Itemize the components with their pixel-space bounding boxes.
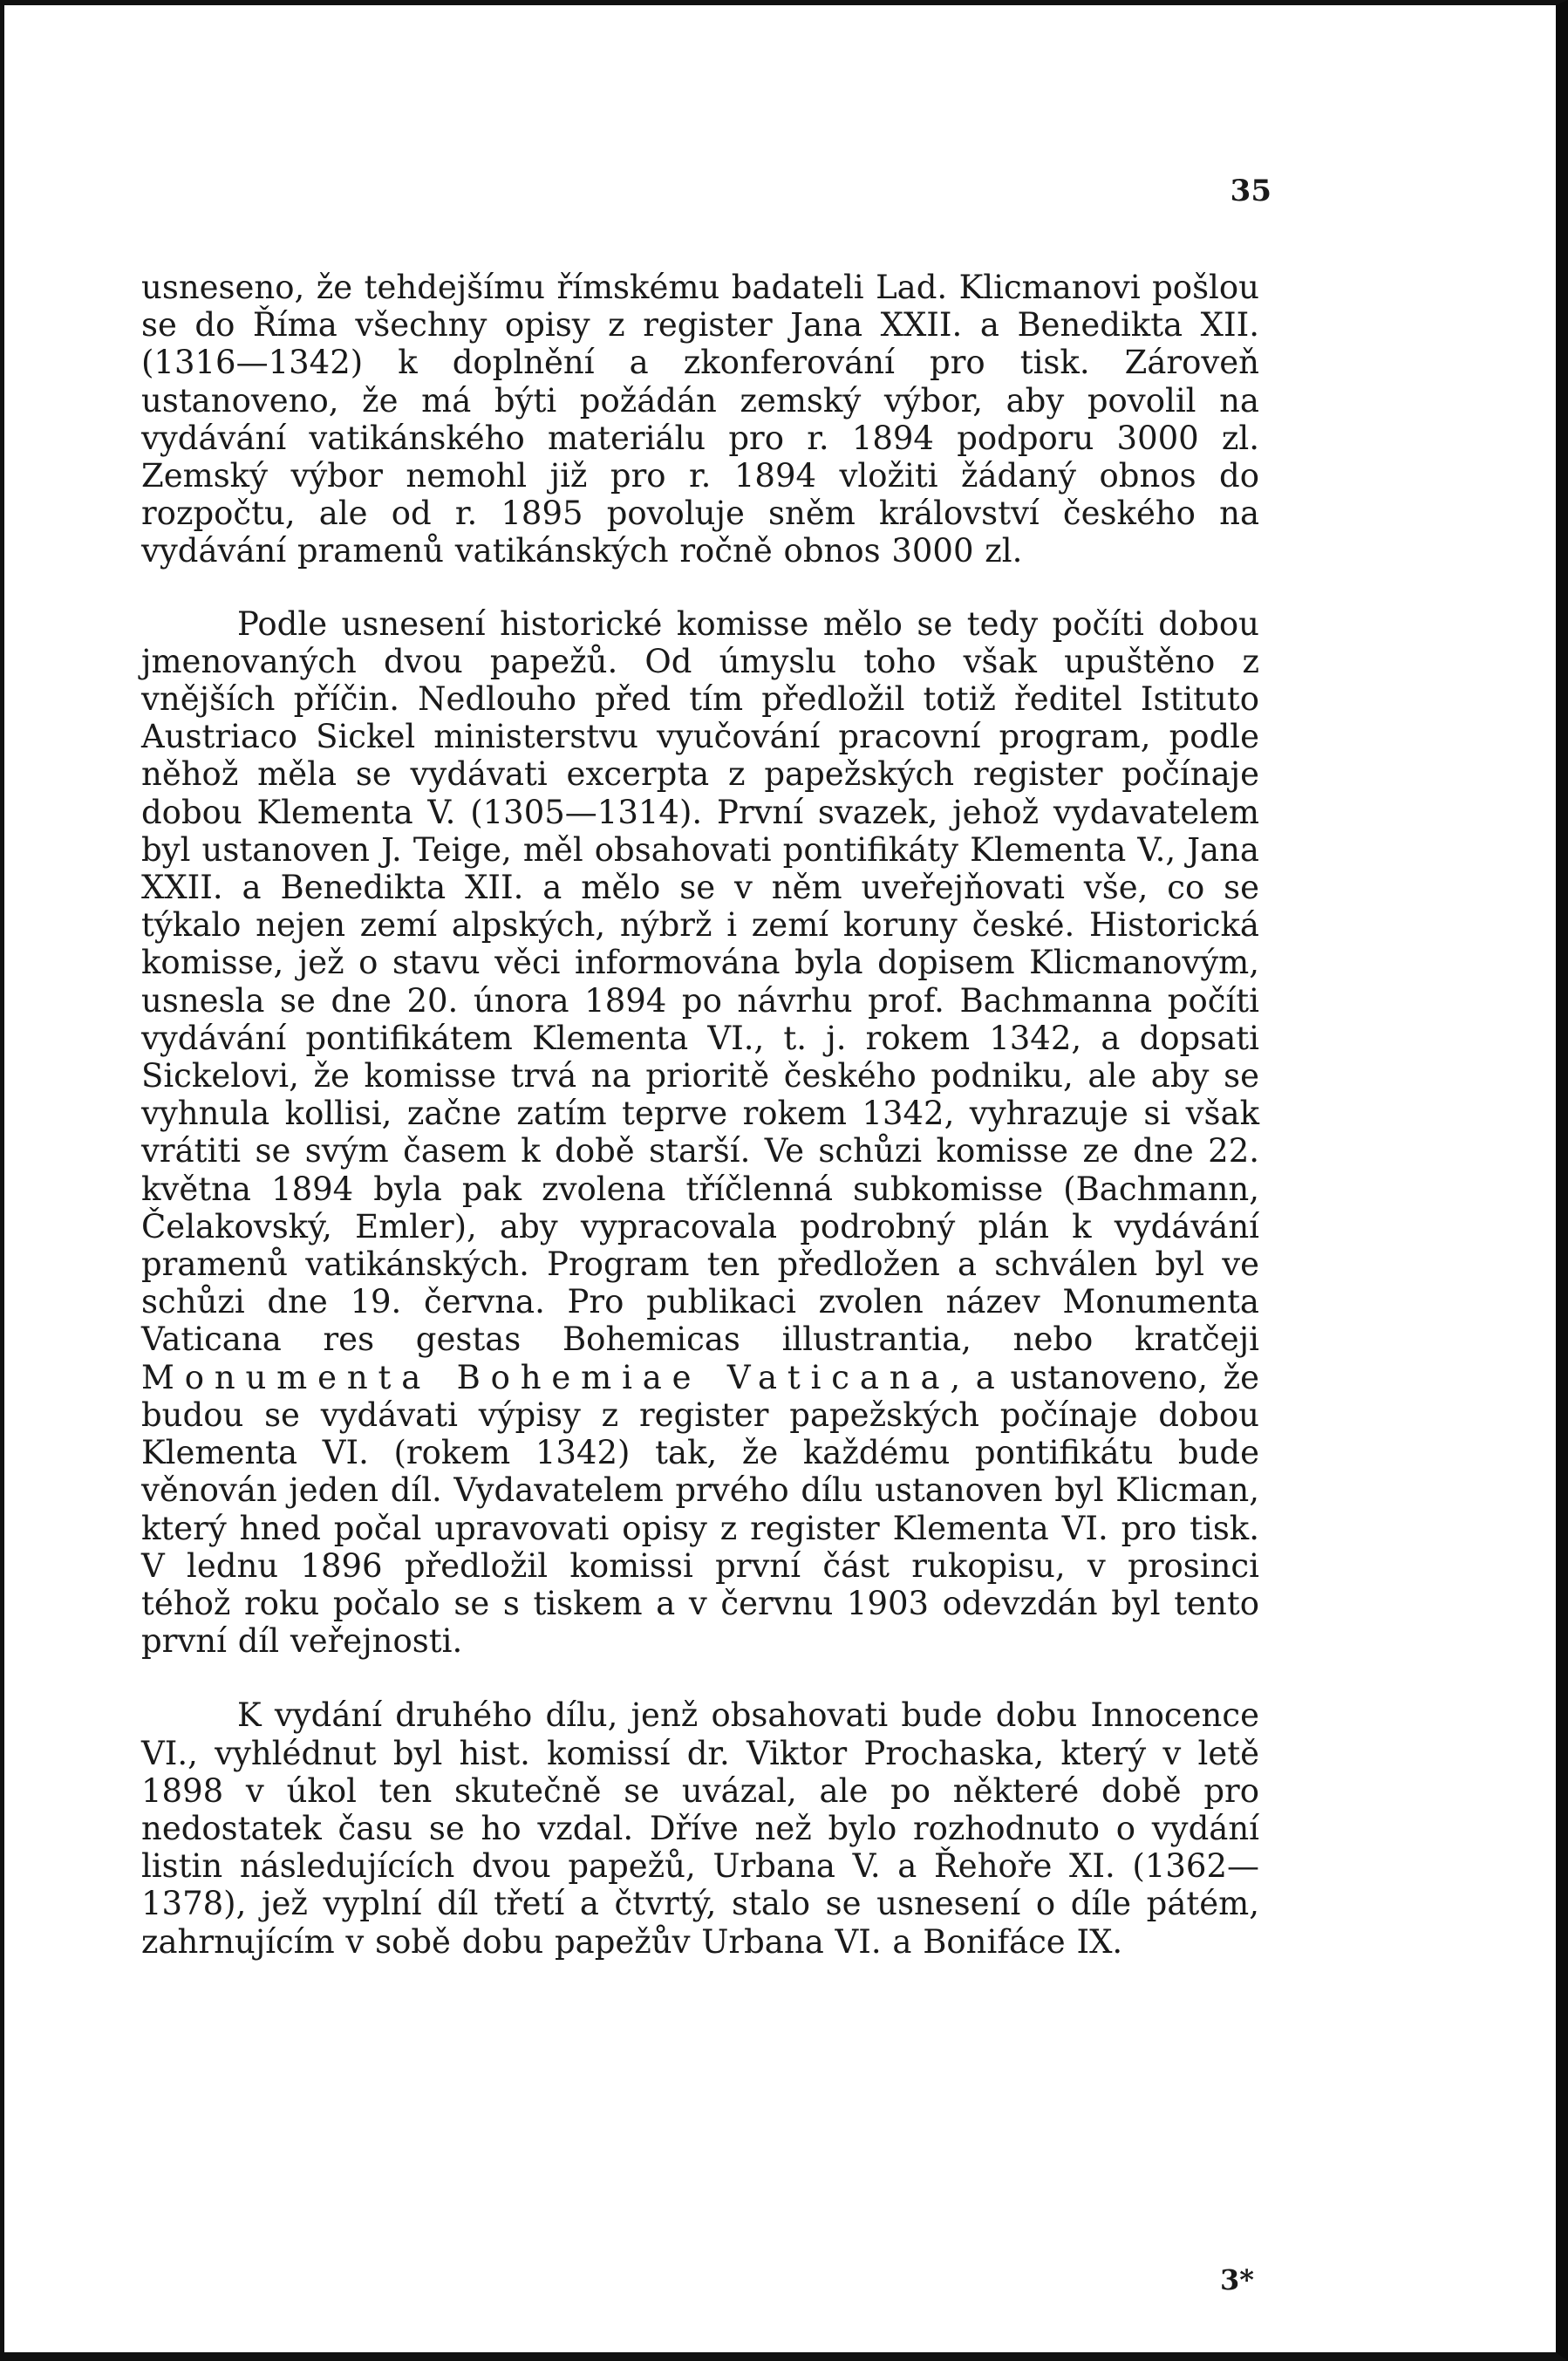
paragraph-2 bbox=[141, 605, 1259, 1661]
spaced-title: Monumenta Bohemiae Vaticana bbox=[141, 1358, 951, 1396]
signature-mark: 3* bbox=[1220, 2263, 1254, 2296]
body-text bbox=[141, 269, 1259, 1961]
paragraph-1: usneseno, že tehdejšímu římskému badateli Lad. Klicmanovi pošlou se do Říma všechny opisy z register Jana XXII. a Benedikta XII. (1316—1342) k doplnění a zkonferování pro tisk. Zároveň ustanoveno, že má býti požádán zemský výbor, aby povolil na vydávání vatikánského materiálu pro r. 1894 podporu 3000 zl. Zemský výbor nemohl již pro r. 1894 vložiti žádaný obnos do rozpočtu, ale od r. 1895 povoluje sněm království českého na vydávání pramenů vatikánských ročně obnos 3000 zl. bbox=[141, 269, 1259, 570]
paragraph-3: K vydání druhého dílu, jenž obsahovati bude dobu Innocence VI., vyhlédnut byl hist. komissí dr. Viktor Prochaska, který v letě 1898 v úkol ten skutečně se uvázal, ale po některé době pro nedostatek času se ho vzdal. Dříve než bylo rozhodnuto o vydání listin následujících dvou papežů, Urbana V. a Řehoře XI. (1362—1378), jež vyplní díl třetí a čtvrtý, stalo se usnesení o díle pátém, zahrnujícím v sobě dobu papežův Urbana VI. a Bonifáce IX. bbox=[141, 1696, 1259, 1961]
paragraph-2-part-2: , a ustanoveno, že budou se vydávati výpisy z register papežských počínaje dobou Klementa VI. (rokem 1342) tak, že každému pontifikátu bude věnován jeden díl. Vydavatelem prvého dílu ustanoven byl Klicman, který hned počal upravovati opisy z register Klementa VI. pro tisk. V lednu 1896 předložil komissi první část rukopisu, v prosinci téhož roku počalo se s tiskem a v červnu 1903 odevzdán byl tento první díl veřejnosti. bbox=[141, 1358, 1259, 1661]
page-number: 35 bbox=[1230, 174, 1271, 208]
paragraph-2-part-1: Podle usnesení historické komisse mělo se tedy počíti dobou jmenovaných dvou papežů. Od úmyslu toho však upuštěno z vnějších příčin. Nedlouho před tím předložil totiž ředitel Istituto Austriaco Sickel ministerstvu vyučování pracovní program, podle něhož měla se vydávati excerpta z papežských register počínaje dobou Klementa V. (1305—1314). První svazek, jehož vydavatelem byl ustanoven J. Teige, měl obsahovati pontifikáty Klementa V., Jana XXII. a Benedikta XII. a mělo se v něm uveřejňovati vše, co se týkalo nejen zemí alpských, nýbrž i zemí koruny české. Historická komisse, jež o stavu věci informována byla dopisem Klicmanovým, usnesla se dne 20. února 1894 po návrhu prof. Bachmanna počíti vydávání pontifikátem Klementa VI., t. j. rokem 1342, a dopsati Sickelovi, že komisse trvá na prioritě českého podniku, ale aby se vyhnula kollisi, začne zatím teprve rokem 1342, vyhrazuje si však vrátiti se svým časem k době starší. Ve schůzi komisse ze dne 22. května 1894 byla pak zvolena tříčlenná subkomisse (Bachmann, Čelakovský, Emler), aby vypracovala podrobný plán k vydávání pramenů vatikánských. Program ten předložen a schválen byl ve schůzi dne 19. června. Pro publikaci zvolen název Monumenta Vaticana res gestas Bohemicas illustrantia, nebo kratčeji bbox=[141, 604, 1259, 1359]
